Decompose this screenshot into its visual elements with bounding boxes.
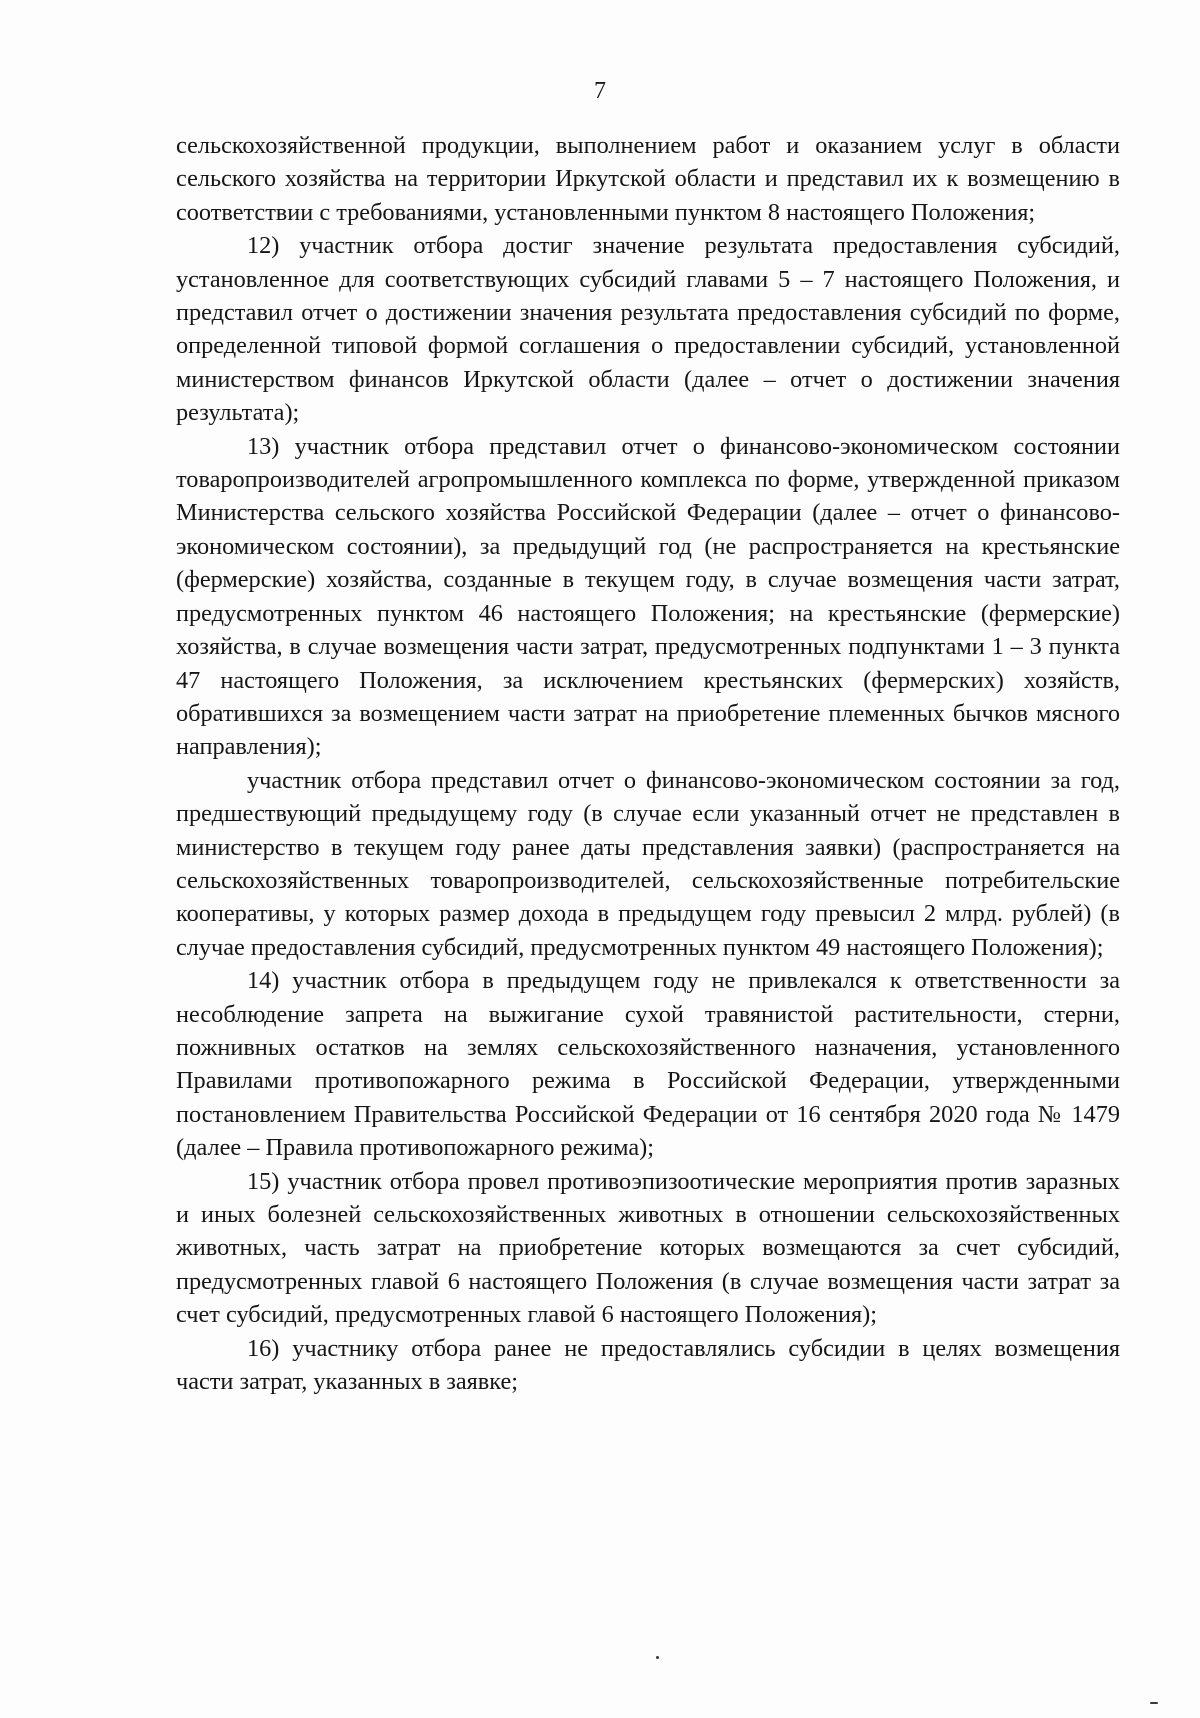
paragraph-item-13-report: участник отбора представил отчет о финансово-экономическом состоянии за год, предшествующий предыдущему году (в случае если указанный отчет не представлен в министерство в текущем году ранее даты представления заявки) (распространяется на сельскохозяйственных товаропроизводителей, сельскохозяйственные потребительские кооперативы, у которых размер дохода в предыдущем году превысил 2 млрд. рублей) (в случае предоставления субсидий, предусмотренных пунктом 49 настоящего Положения); (176, 766, 1120, 961)
paragraph-item-15: 15) участник отбора провел противоэпизоотические мероприятия против заразных и иных болезней сельскохозяйственных животных в отношении сельскохозяйственных животных, часть затрат на приобретение которых возмещаются за счет субсидий, предусмотренных главой 6 настоящего Положения (в случае возмещения части затрат за счет субсидий, предусмотренных главой 6 настоящего Положения); (176, 1167, 1120, 1329)
page-number: 7 (594, 78, 606, 104)
document-body (176, 129, 1120, 1398)
scan-speck (656, 1656, 659, 1659)
paragraph-continuation: сельскохозяйственной продукции, выполнением работ и оказанием услуг в области сельского хозяйства на территории Иркутской области и представил их к возмещению в соответствии с требованиями, установленными пунктом 8 настоящего Положения; (176, 132, 1120, 226)
paragraph-item-13: 13) участник отбора представил отчет о финансово-экономическом состоянии товаропроизводителей агропромышленного комплекса по форме, утвержденной приказом Министерства сельского хозяйства Российской Федерации (далее – отчет о финансово-экономическом состоянии), за предыдущий год (не распространяется на крестьянские (фермерские) хозяйства, созданные в текущем году, в случае возмещения части затрат, предусмотренных пунктом 46 настоящего Положения; на крестьянские (фермерские) хозяйства, в случае возмещения части затрат, предусмотренных подпунктами 1 – 3 пункта 47 настоящего Положения, за исключением крестьянских (фермерских) хозяйств, обратившихся за возмещением части затрат на приобретение племенных бычков мясного направления); (176, 432, 1120, 761)
scan-speck (1150, 1702, 1158, 1704)
paragraph-item-16: 16) участнику отбора ранее не предоставлялись субсидии в целях возмещения части затрат, указанных в заявке; (176, 1334, 1120, 1396)
paragraph-item-12: 12) участник отбора достиг значение результата предоставления субсидий, установленное для соответствующих субсидий главами 5 – 7 настоящего Положения, и представил отчет о достижении значения результата предоставления субсидий по форме, определенной типовой формой соглашения о предоставлении субсидий, установленной министерством финансов Иркутской области (далее – отчет о достижении значения результата); (176, 232, 1120, 427)
paragraph-item-14: 14) участник отбора в предыдущем году не привлекался к ответственности за несоблюдение запрета на выжигание сухой травянистой растительности, стерни, пожнивных остатков на землях сельскохозяйственного назначения, установленного Правилами противопожарного режима в Российской Федерации, утвержденными постановлением Правительства Российской Федерации от 16 сентября 2020 года № 1479 (далее – Правила противопожарного режима); (176, 967, 1120, 1162)
